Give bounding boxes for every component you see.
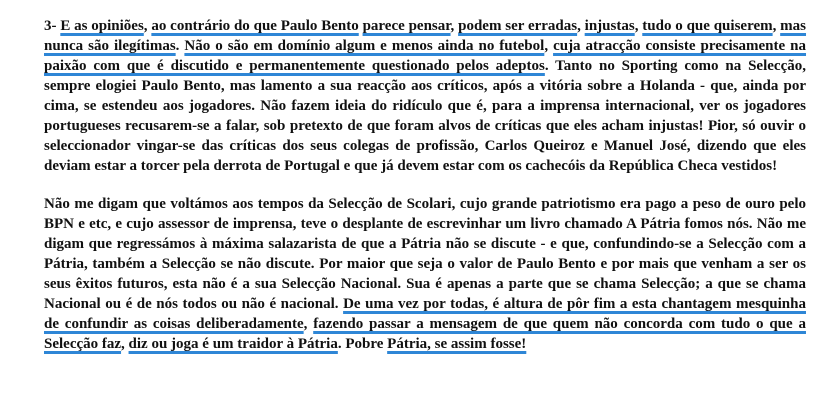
highlighted-phrase: injustas bbox=[584, 18, 635, 34]
highlighted-phrase: diz ou joga é um traidor à Pátria bbox=[128, 336, 338, 352]
text-segment: , bbox=[303, 316, 314, 332]
text-segment: , bbox=[450, 18, 459, 34]
text-segment: , bbox=[121, 336, 129, 352]
text-segment: , bbox=[143, 18, 152, 34]
text-segment: . Pobre bbox=[337, 336, 388, 352]
paragraph-2 bbox=[44, 194, 806, 354]
highlighted-phrase: tudo o que quiserem bbox=[642, 18, 773, 34]
text-segment: . bbox=[175, 38, 185, 54]
highlighted-phrase: De uma vez por todas, é altura de pôr fim a esta chantagem mesquinha de confundir as coisas deliberadamente bbox=[44, 296, 806, 332]
highlighted-phrase: podem ser erradas bbox=[458, 18, 578, 34]
highlighted-phrase: cuja atracção consiste precisamente na paixão com que é discutido e permanentemente questionado pelos adeptos bbox=[44, 38, 807, 74]
highlighted-phrase: Pátria, se assim fosse! bbox=[387, 336, 527, 352]
highlighted-phrase: fazendo passar a mensagem de que quem não concorda com tudo o que a Selecção faz bbox=[44, 316, 806, 352]
text-segment: 3- bbox=[44, 18, 61, 34]
text-segment: , bbox=[772, 18, 781, 34]
highlighted-phrase: Não o são em domínio algum e menos ainda no futebol bbox=[184, 38, 545, 54]
text-segment: , bbox=[544, 38, 554, 54]
highlighted-phrase: ao contrário do que Paulo Bento bbox=[151, 18, 359, 34]
text-segment: . Tanto no Sporting como na Selecção, sempre elogiei Paulo Bento, mas lamento a sua reacção aos críticos, após a vitória sobre a Holanda - que, ainda por cima, se estendeu aos jogadores. Não fazem ideia do ridículo que é, para a imprensa internacional, ver os jogadores portugueses recusarem-se a falar, sob pretexto de que foram alvos de críticas que eles acham injustas! Pior, só ouvir o seleccionador vingar-se das críticas dos seus colegas de profissão, Carlos Queiroz e Manuel José, dizendo que eles deviam estar a torcer pela derrota de Portugal e que já devem estar com os cachecóis da República Checa vestidos! bbox=[44, 58, 806, 174]
text-segment: , bbox=[577, 18, 585, 34]
highlighted-phrase: parece pensar bbox=[362, 18, 451, 34]
highlighted-phrase: E as opiniões bbox=[60, 18, 144, 34]
article-text bbox=[44, 16, 806, 354]
highlighted-phrase: mas nunca são ilegítimas bbox=[44, 18, 807, 54]
paragraph-1 bbox=[44, 16, 806, 176]
text-segment: Não me digam que voltámos aos tempos da Selecção de Scolari, cujo grande patriotismo era pago a peso de ouro pelo BPN e etc, e cujo assessor de imprensa, teve o desplante de escrevinhar um livro chamado A Pátria fomos nós. Não me digam que regressámos à máxima salazarista de que a Pátria não se discute - e que, confundindo-se a Selecção com a Pátria, também a Selecção se não discute. Por maior que seja o valor de Paulo Bento e por mais que venham a ser os seus êxitos futuros, esta não é a sua Selecção Nacional. Sua é apenas a parte que se chama Selecção; a que se chama Nacional ou é de nós todos ou não é nacional. bbox=[44, 196, 806, 312]
text-segment: , bbox=[634, 18, 643, 34]
